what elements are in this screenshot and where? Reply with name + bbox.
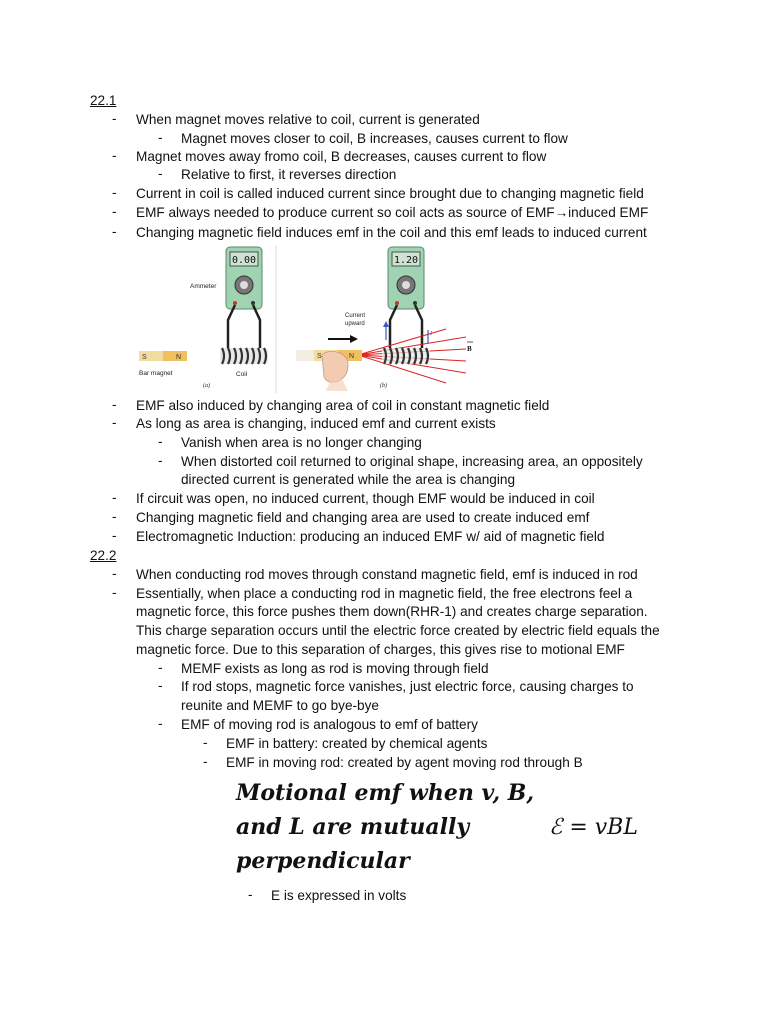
bullet-line: When distorted coil returned to original shape, increasing area, an oppositely	[181, 454, 643, 469]
magnet-pole-n-b: N	[349, 353, 355, 360]
bullet-dash: -	[112, 415, 117, 430]
bullet-dash: -	[112, 185, 117, 200]
ammeter-label: Ammeter	[190, 283, 217, 290]
bullet-line-wrap: reunite and MEMF to go bye-bye	[181, 698, 379, 713]
coil-label: Coil	[236, 371, 248, 378]
bullet-line: EMF in battery: created by chemical agents	[226, 736, 488, 751]
bullet-dash: -	[158, 716, 163, 731]
bullet-line-wrap: This charge separation occurs until the electric force created by electric field equals the	[136, 623, 660, 638]
caption-b: (b)	[380, 383, 387, 389]
bullet-dash: -	[158, 434, 163, 449]
bullet-line: Changing magnetic field and changing area are used to create induced emf	[136, 510, 590, 525]
bullet-dash: -	[158, 660, 163, 675]
bullet-dash: -	[112, 585, 117, 600]
bullet-line: EMF in moving rod: created by agent moving rod through B	[226, 755, 583, 770]
bullet-dash: -	[112, 397, 117, 412]
section-heading-22-2: 22.2	[90, 548, 117, 563]
magnet-pole-n-a: N	[176, 354, 182, 361]
bullet-line: If rod stops, magnetic force vanishes, just electric force, causing charges to	[181, 679, 634, 694]
bullet-line: Electromagnetic Induction: producing an induced EMF w/ aid of magnetic field	[136, 529, 605, 544]
caption-a: (a)	[203, 383, 210, 389]
bullet-line: When magnet moves relative to coil, current is generated	[136, 112, 480, 127]
b-field-label: B	[467, 345, 472, 353]
formula-line-2: and L are mutually	[236, 814, 470, 840]
bullet-dash: -	[112, 204, 117, 219]
bullet-dash: -	[112, 566, 117, 581]
bullet-line: When conducting rod moves through constand magnetic field, emf is induced in rod	[136, 567, 638, 582]
bullet-line: If circuit was open, no induced current, though EMF would be induced in coil	[136, 491, 595, 506]
formula-line-1: Motional emf when v, B,	[236, 780, 535, 806]
bullet-dash: -	[158, 166, 163, 181]
bar-magnet-label: Bar magnet	[139, 370, 173, 377]
bullet-line: Relative to first, it reverses direction	[181, 167, 397, 182]
bullet-line-wrap: magnetic force. Due to this separation of charges, this gives rise to motional EMF	[136, 642, 625, 657]
bullet-dash: -	[112, 528, 117, 543]
ammeter-a	[226, 247, 262, 309]
bullet-dash: -	[158, 453, 163, 468]
bullet-dash: -	[248, 887, 253, 902]
induction-figure	[136, 245, 484, 393]
magnet-pole-s-a: S	[142, 354, 147, 361]
bullet-line: Magnet moves away fromo coil, B decreases, causes current to flow	[136, 149, 547, 164]
current-label-line2: upward	[345, 321, 365, 327]
bullet-line: As long as area is changing, induced emf and current exists	[136, 416, 496, 431]
bullet-line: E is expressed in volts	[271, 888, 407, 903]
bullet-line-wrap: directed current is generated while the area is changing	[181, 472, 516, 487]
bullet-line: Vanish when area is no longer changing	[181, 435, 422, 450]
bullet-line: EMF always needed to produce current so coil acts as source of EMF→induced EMF	[136, 205, 649, 220]
coil-b	[382, 348, 430, 364]
bullet-dash: -	[112, 148, 117, 163]
bullet-line: Changing magnetic field induces emf in the coil and this emf leads to induced current	[136, 225, 647, 240]
bullet-dash: -	[112, 111, 117, 126]
bullet-dash: -	[158, 678, 163, 693]
bullet-dash: -	[112, 490, 117, 505]
coil-a	[220, 348, 268, 364]
bullet-dash: -	[112, 509, 117, 524]
current-i-label: I	[430, 331, 432, 337]
bullet-line: Essentially, when place a conducting rod in magnetic field, the free electrons feel a	[136, 586, 633, 601]
induction-diagram	[136, 245, 484, 393]
ammeter-b	[388, 247, 424, 309]
bullet-dash: -	[203, 735, 208, 750]
bullet-line: EMF of moving rod is analogous to emf of battery	[181, 717, 478, 732]
magnet-pole-s-b: S	[317, 353, 322, 360]
ammeter-reading-b: 1.20	[393, 255, 419, 266]
section-heading-22-1: 22.1	[90, 93, 117, 108]
bullet-dash: -	[158, 130, 163, 145]
bar-magnet-a	[139, 351, 187, 361]
bullet-dash: -	[203, 754, 208, 769]
bullet-line: MEMF exists as long as rod is moving through field	[181, 661, 489, 676]
bullet-line: EMF also induced by changing area of coil in constant magnetic field	[136, 398, 550, 413]
bullet-dash: -	[112, 224, 117, 239]
emf-equation: ℰ = vBL	[549, 815, 638, 840]
bullet-line: Magnet moves closer to coil, B increases, causes current to flow	[181, 131, 568, 146]
bullet-line-wrap: magnetic force, this force pushes them down(RHR-1) and creates charge separation.	[136, 604, 648, 619]
formula-line-3: perpendicular	[236, 848, 410, 874]
ammeter-reading-a: 0.00	[231, 255, 257, 266]
bullet-line: Current in coil is called induced current since brought due to changing magnetic field	[136, 186, 644, 201]
current-label-line1: Current	[345, 313, 366, 319]
motional-emf-formula	[236, 776, 534, 878]
